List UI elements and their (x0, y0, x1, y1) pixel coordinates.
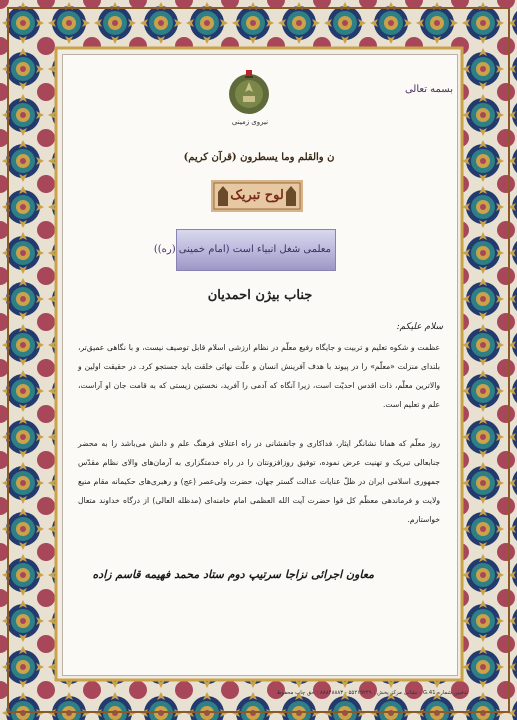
organization-name: نیروی زمینی (231, 118, 269, 126)
footer-print-info: تدفیبن شماره G.41 : نشانی مرکز پخش : ۵۵۲۱۹۲۴۹ - ۸۸۸۴۸۸۸۳ : حق چاپ محفوظ (276, 690, 468, 696)
hadith-text: معلمی شغل انبیاء است (امام خمینی (ره)) (153, 244, 331, 255)
congratulation-banner (211, 180, 303, 212)
quran-verse: ن والقلم وما یسطرون (قرآن کریم) (183, 152, 335, 163)
signature: معاون اجرائی نزاجا سرتیپ دوم ستاد محمد فهیمه قاسم زاده (92, 568, 374, 581)
hadith-box (153, 229, 336, 271)
banner-title: لوح تبریک (230, 188, 284, 203)
greeting: سلام علیکم: (396, 322, 443, 332)
recipient-name: جناب بیژن احمدیان (207, 288, 313, 303)
basmala-heading: بسمه تعالی (404, 84, 453, 95)
letter-paragraph-1: عظمت و شکوه تعلیم و تربیت و جایگاه رفیع معلّم در نظام ارزشی اسلام قابل توصیف نیست، و با نگاهی عمیق‌تر، بلندای منزلت «معلّم» را در پیوند با هدف آفرینش انسان و علّت نهائی خلقت باید جستجو کرد. در حقیقت اولین و والاترین معلّم، ذات اقدس احدیّت است، زیرا آنگاه که آدمی را آفرید، نخستین زیستی که به قامت جان او آراست، علم و تعلیم است. (78, 343, 440, 409)
ground-forces-emblem-icon (223, 66, 275, 118)
letter-paragraph-2: روز معلّم که همانا نشانگر ایثار، فداکاری و جانفشانی در راه اعتلای فرهنگ علم و دانش می‌باشد را به محضر جنابعالی تبریک و تهنیت عرض نموده، توفیق روزافزونتان را در راه خدمتگزاری به آرمان‌های والای نظام مقدّس جمهوری اسلامی ایران در ظلّ عنایات عدالت گستر جهان، حضرت ولی‌عصر (عج) و رهبری‌های حکیمانه مقام منیع ولایت و فرماندهی معظّم کل قوا حضرت آیت الله العظمی امام خامنه‌ای (مدظله العالی) از درگاه خداوند متعال خواستارم. (78, 439, 440, 524)
